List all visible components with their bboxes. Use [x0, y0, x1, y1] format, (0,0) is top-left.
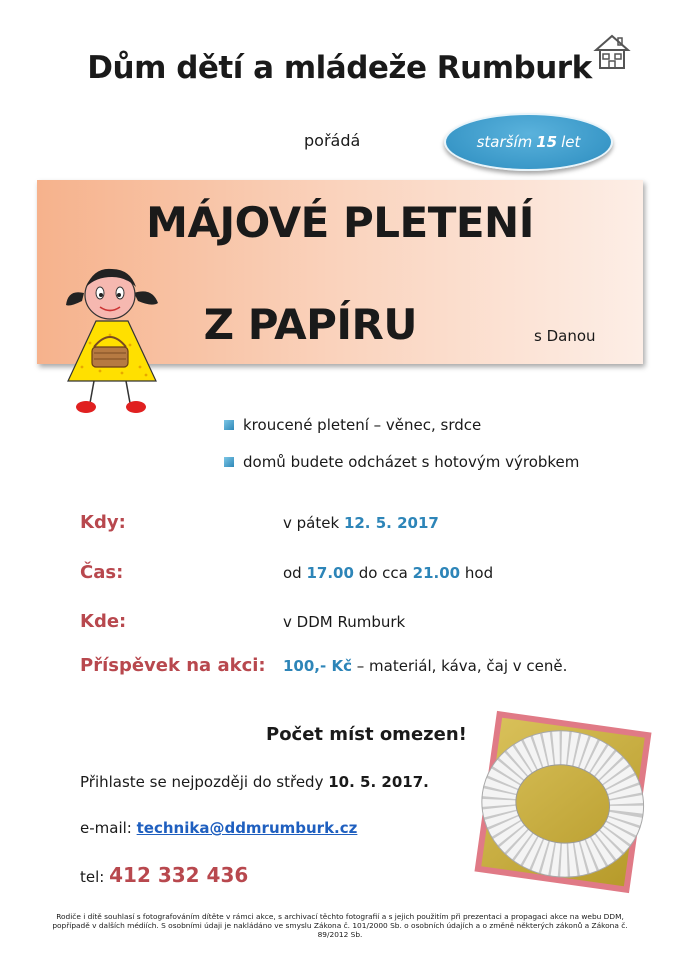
bullet-text: domů budete odcházet s hotovým výrobkem [243, 453, 580, 471]
registration-deadline [80, 773, 429, 791]
where-value: v DDM Rumburk [283, 613, 406, 631]
photo-consent-disclaimer: Rodiče i dítě souhlasí s fotografováním dítěte v rámci akce, s archivací těchto fotografií a s jejich použitím při prezentaci a propagaci akce na webu DDM, popřípadě v dalších médiích. S osobními údaji je nakládáno ve smyslu Zákona č. 101/2000 Sb. o osobních údajích a o změně některých zákonů a Zákona č. 89/2012 Sb. [52, 912, 628, 939]
bullet-square-icon [224, 420, 234, 430]
email-label: e-mail: [80, 819, 132, 837]
bullet-text: kroucené pletení – věnec, srdce [243, 416, 482, 434]
email-link[interactable]: technika@ddmrumburk.cz [136, 819, 358, 837]
girl-with-basket-illustration [60, 263, 170, 423]
phone-number: 412 332 436 [109, 863, 249, 887]
event-host: s Danou [534, 327, 596, 345]
when-prefix: v pátek [283, 514, 340, 532]
when-value [283, 514, 439, 532]
bullet-item [224, 416, 481, 434]
time-mid: do cca [358, 564, 408, 582]
time-label: Čas: [80, 562, 124, 583]
time-value [283, 564, 493, 582]
paper-wreath-photo [470, 710, 656, 894]
when-label: Kdy: [80, 512, 126, 533]
age-badge-prefix: starším [476, 133, 533, 151]
registration-text: Přihlaste se nejpozději do středy [80, 773, 324, 791]
bullet-item [224, 453, 579, 471]
time-suffix: hod [464, 564, 494, 582]
house-logo-icon [592, 32, 632, 72]
phone-row [80, 863, 248, 887]
fee-label: Příspěvek na akci: [80, 655, 266, 676]
bullet-square-icon [224, 457, 234, 467]
presents-text: pořádá [304, 131, 361, 150]
email-row [80, 819, 357, 837]
fee-amount: 100,- Kč [283, 657, 352, 675]
time-to: 21.00 [412, 564, 461, 582]
fee-suffix: – materiál, káva, čaj v ceně. [356, 657, 568, 675]
registration-date: 10. 5. 2017. [328, 773, 429, 791]
organization-title: Dům dětí a mládeže Rumburk [87, 50, 592, 86]
when-date: 12. 5. 2017 [343, 514, 439, 532]
phone-label: tel: [80, 868, 105, 886]
capacity-notice: Počet míst omezen! [266, 724, 467, 745]
event-title-line1: MÁJOVÉ PLETENÍ [146, 198, 534, 247]
age-badge [444, 113, 613, 171]
where-label: Kde: [80, 611, 127, 632]
event-title-line2: Z PAPÍRU [203, 300, 417, 349]
time-from: 17.00 [306, 564, 354, 582]
age-badge-age: 15 [536, 133, 558, 151]
age-badge-suffix: let [561, 133, 581, 151]
time-from-prefix: od [283, 564, 302, 582]
fee-value [283, 657, 567, 675]
